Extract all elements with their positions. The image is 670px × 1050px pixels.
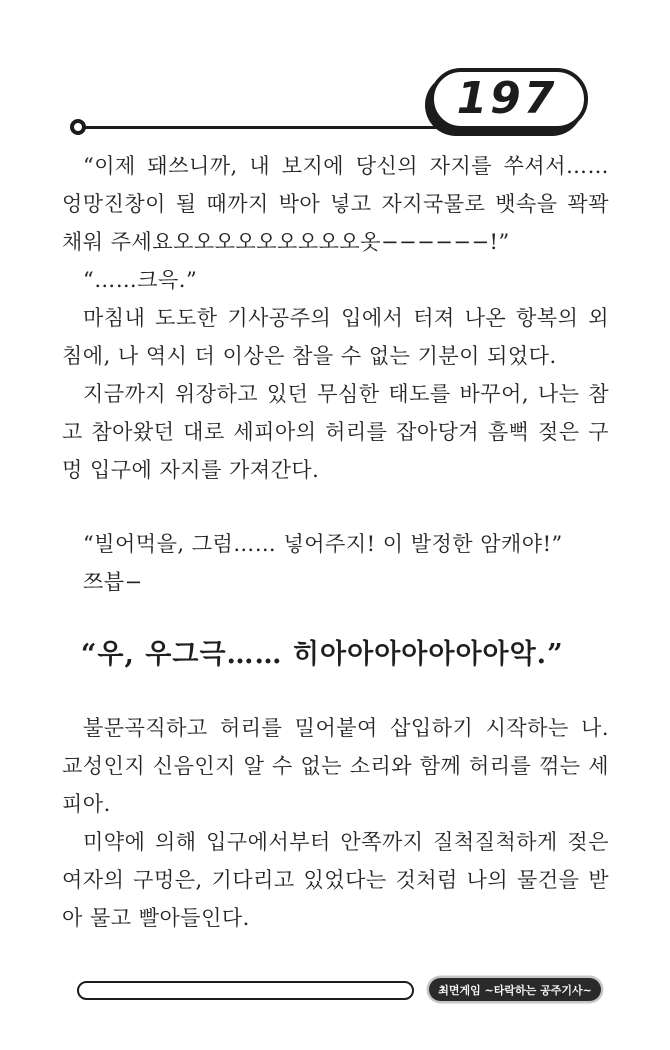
paragraph-dialogue: “빌어먹을, 그럼…… 넣어주지! 이 발정한 암캐야!” [83, 532, 563, 556]
header-rule-end-circle [70, 119, 86, 135]
footer-decoration-bar [77, 981, 414, 1000]
paragraph-emphasized-dialogue: “우, 우그극…… 히아아아아아아아악.” [80, 639, 564, 670]
paragraph-dialogue: “이제 돼쓰니까, 내 보지에 당신의 자지를 쑤셔서…… 엉망진창이 될 때까지 박아 넣고 자지국물로 뱃속을 꽉꽉 채워 주세요오오오오오오오오오옷−−−−−−!” [62, 154, 609, 254]
paragraph-narration: 마침내 도도한 기사공주의 입에서 터져 나온 항복의 외침에, 나 역시 더 이상은 참을 수 없는 기분이 되었다. [62, 306, 609, 368]
page-text [62, 147, 609, 937]
paragraph-dialogue: “……크윽.” [83, 268, 198, 292]
page-number-capsule [430, 68, 588, 130]
series-title: 최면게임 ~타락하는 공주기사~ [438, 983, 592, 997]
header-rule [84, 126, 454, 129]
series-title-badge [429, 978, 601, 1001]
paragraph-narration: 불문곡직하고 허리를 밀어붙여 삽입하기 시작하는 나. 교성인지 신음인지 알 수 없는 소리와 함께 허리를 꺾는 세피아. [62, 716, 609, 816]
page-number: 197 [456, 73, 558, 124]
paragraph-narration: 미약에 의해 입구에서부터 안쪽까지 질척질척하게 젖은 여자의 구멍은, 기다리고 있었다는 것처럼 나의 물건을 받아 물고 빨아들인다. [62, 830, 609, 930]
paragraph-narration: 지금까지 위장하고 있던 무심한 태도를 바꾸어, 나는 참고 참아왔던 대로 세피아의 허리를 잡아당겨 흠뻑 젖은 구멍 입구에 자지를 가져간다. [62, 382, 609, 482]
paragraph-sfx: 쯔븝− [83, 570, 143, 594]
